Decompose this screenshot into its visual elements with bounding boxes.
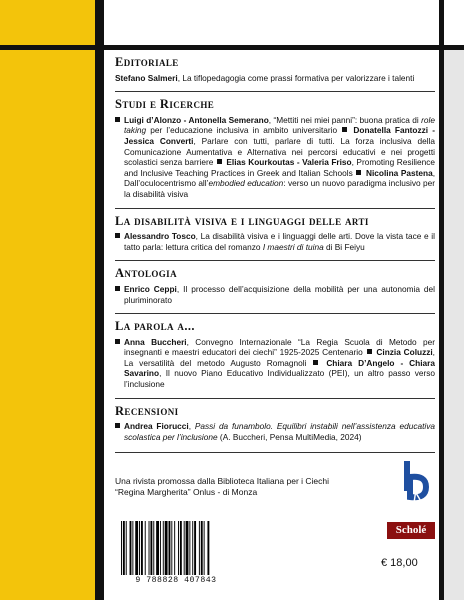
vertical-black-bar-left: [95, 0, 104, 600]
author-name: Alessandro Tosco: [124, 231, 196, 242]
horizontal-black-bar: [0, 45, 464, 50]
author-name: Enrico Ceppi: [124, 283, 177, 294]
entry-text: , “Mettiti nei miei panni”: buona pratica di: [268, 114, 422, 125]
divider: [115, 91, 435, 92]
entry-text: , La versatilità del metodo Augusto Romagnoli: [124, 347, 435, 368]
author-name: Cinzia Coluzzi: [376, 347, 433, 358]
vertical-black-bar-right: [439, 0, 444, 600]
isbn-barcode-icon: [121, 521, 231, 575]
author-name: Andrea Fiorucci: [124, 421, 189, 432]
separator-square-icon: [356, 170, 361, 175]
isbn-number: 9 788828 407843: [135, 576, 217, 585]
author-name: Luigi d’Alonzo - Antonella Semerano: [124, 114, 269, 125]
author-name: Nicolina Pastena: [366, 167, 433, 178]
entry-text: , Dall’oculocentrismo all’: [124, 167, 436, 189]
bullet-square-icon: [115, 423, 120, 428]
entry-italic: embodied education: [208, 178, 284, 189]
section-title-studi: Studi e Ricerche: [115, 97, 215, 112]
entry-text: : verso un nuovo paradigma inclusivo per la disabilità visiva: [124, 178, 435, 199]
entry-italic: Passi da funambolo. Equilibri instabili nell’assistenza educativa scolastica per l’inclusione: [124, 421, 435, 442]
entry-text: , Convegno Internazionale “La Regia Scuola di Metodo per insegnanti e maestri educatori dei ciechi” 1925-2025 Centenario: [124, 336, 435, 358]
separator-square-icon: [313, 360, 318, 365]
bullet-square-icon: [115, 339, 120, 344]
disabilita-entry: [115, 231, 435, 252]
entry-text: , La tiflopedagogia come prassi formativa per valorizzare i talenti: [177, 72, 415, 83]
divider: [115, 313, 435, 314]
author-name: Chiara D’Angelo - Chiara Savarino: [124, 357, 435, 379]
entry-text: per l’educazione inclusiva in ambito universitario: [146, 125, 338, 136]
entry-text: (A. Buccheri, Pensa MultiMedia, 2024): [217, 431, 362, 442]
section-title-antologia: Antologia: [115, 266, 177, 281]
section-title-editoriale: Editoriale: [115, 55, 179, 69]
author-name: Stefano Salmeri: [115, 72, 178, 83]
publisher-note-line: “Regina Margherita” Onlus - di Monza: [115, 487, 258, 497]
separator-square-icon: [217, 159, 222, 164]
entry-text: di Bi Feiyu: [323, 241, 365, 252]
yellow-left-panel: [0, 45, 95, 600]
bullet-square-icon: [115, 117, 120, 122]
divider: [115, 398, 435, 399]
section-title-recensioni: Recensioni: [115, 403, 179, 418]
publisher-note: [115, 476, 329, 498]
section-title-parola: La parola a...: [115, 319, 195, 334]
antologia-entry: [115, 284, 435, 305]
entry-italic: role taking: [124, 114, 435, 136]
author-name: Anna Buccheri: [124, 336, 187, 347]
divider: [115, 452, 435, 453]
entry-text: , La disabilità visiva e i linguaggi delle arti. Dove la vista tace e il tatto parla: lettura critica del romanzo: [124, 231, 435, 252]
entry-text: , Promoting Resilience and Inclusive Teaching Practices in Greek and Italian Schools: [124, 157, 436, 178]
table-of-contents: [115, 57, 435, 460]
entry-text: , Il nuovo Piano Educativo Individualizzato (PEI), un altro passo verso l’inclusione: [124, 368, 435, 390]
editorial-entry: [115, 73, 435, 84]
separator-square-icon: [342, 127, 347, 132]
studi-entry: [115, 115, 435, 200]
barcode-box: [115, 515, 237, 592]
section-title-disabilita: La disabilità visiva e i linguaggi delle arti: [115, 213, 369, 228]
bullet-square-icon: [115, 286, 120, 291]
yellow-corner-block: [0, 0, 95, 45]
bullet-square-icon: [115, 233, 120, 238]
price-label: € 18,00: [381, 557, 418, 569]
entry-text: , Parlare con tutti, parlare di tutti. La forza inclusiva della Comunicazione Aumentativa e Alternativa nei percorsi educativi e nei progetti scolastici senza barriere: [124, 135, 435, 168]
entry-italic: I maestri di tuina: [262, 241, 324, 252]
parola-entry: [115, 337, 435, 390]
divider: [115, 208, 435, 209]
author-name: Donatella Fantozzi - Jessica Converti: [124, 125, 436, 146]
biblioteca-ciechi-logo-icon: [396, 459, 432, 505]
publisher-note-line: Una rivista promossa dalla Biblioteca Italiana per i Ciechi: [115, 476, 330, 486]
divider: [115, 260, 435, 261]
entry-text: , Il processo dell’acquisizione della mobilità per una autonomia del pluriminorato: [124, 283, 436, 305]
entry-text: ,: [188, 421, 195, 432]
separator-square-icon: [367, 349, 372, 354]
publisher-logo: Scholé: [387, 522, 435, 539]
author-name: Elias Kourkoutas - Valeria Friso: [226, 157, 352, 168]
recensioni-entry: [115, 421, 435, 442]
